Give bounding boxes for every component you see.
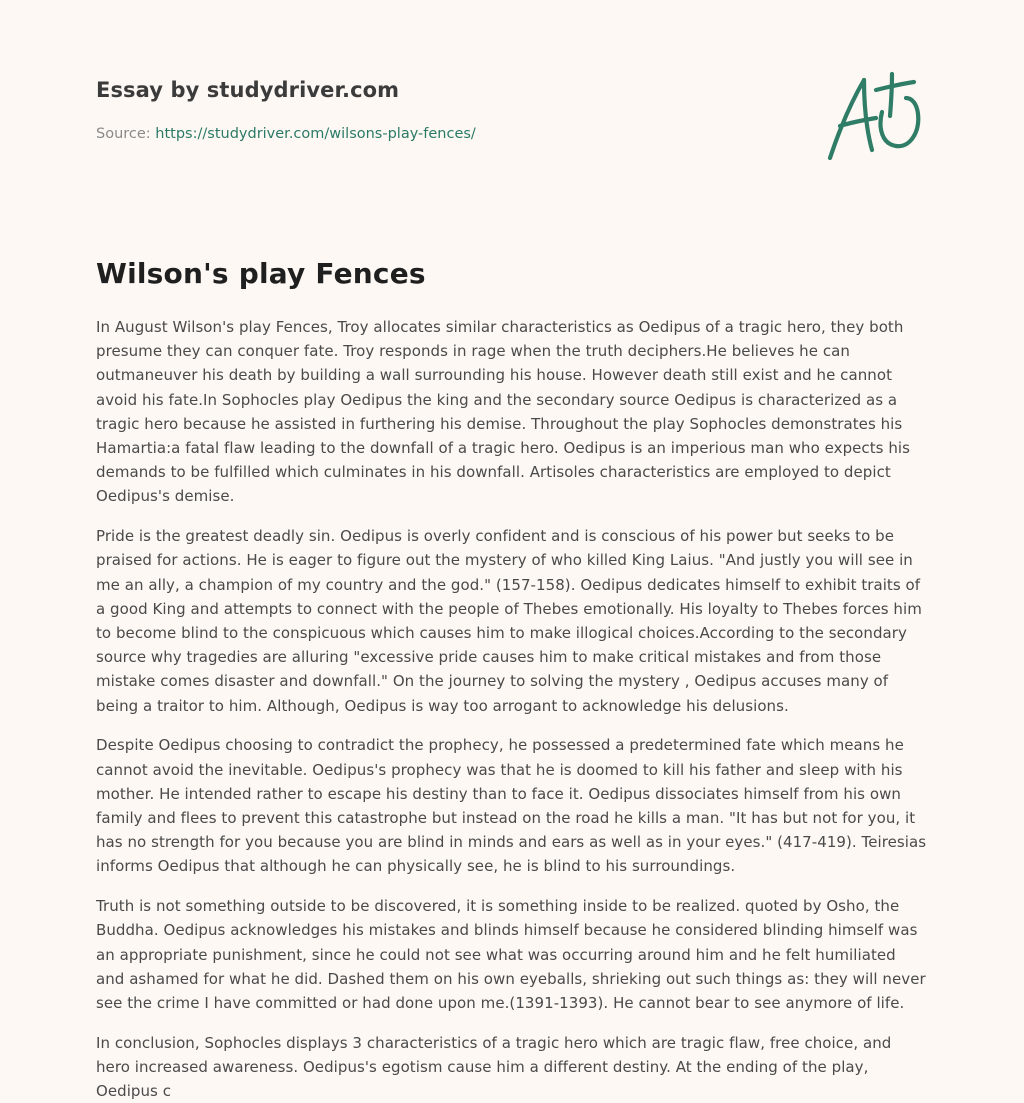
essay-paragraph: In August Wilson's play Fences, Troy allocates similar characteristics as Oedipus of a tragic hero, they both presume they can conquer fate. Troy responds in rage when the truth deciphers.He believes he can outmaneuver his death by building a wall surrounding his house. However death still exist and he cannot avoid his fate.In Sophocles play Oedipus the king and the secondary source Oedipus is characterized as a tragic hero because he assisted in furthering his demise. Throughout the play Sophocles demonstrates his Hamartia:a fatal flaw leading to the downfall of a tragic hero. Oedipus is an imperious man who expects his demands to be fulfilled which culminates in his downfall. Artisoles characteristics are employed to depict Oedipus's demise.: [96, 318, 910, 506]
essay-paragraph: Truth is not something outside to be discovered, it is something inside to be realized. quoted by Osho, the Buddha. Oedipus acknowledges his mistakes and blinds himself because he considered blinding himself was an appropriate punishment, since he could not see what was occurring around him and he felt humiliated and ashamed for what he did. Dashed them on his own eyeballs, shrieking out such things as: they will never see the crime I have committed or had done upon me.(1391-1393). He cannot bear to see anymore of life.: [96, 897, 926, 1013]
essay-paragraph: Pride is the greatest deadly sin. Oedipus is overly confident and is conscious of his power but seeks to be praised for actions. He is eager to figure out the mystery of who killed King Laius. "And justly you will see in me an ally, a champion of my country and the god." (157-158). Oedipus dedicates himself to exhibit traits of a good King and attempts to connect with the people of Thebes emotionally. His loyalty to Thebes forces him to become blind to the conspicuous which causes him to make illogical choices.According to the secondary source why tragedies are alluring "excessive pride causes him to make critical mistakes and from those mistake comes disaster and downfall." On the journey to solving the mystery , Oedipus accuses many of being a traitor to him. Although, Oedipus is way too arrogant to acknowledge his delusions.: [96, 527, 922, 715]
site-title: Essay by studydriver.com: [96, 78, 400, 102]
source-link[interactable]: https://studydriver.com/wilsons-play-fences/: [155, 126, 476, 142]
essay-body: [96, 315, 928, 1101]
source-line: [96, 124, 476, 144]
essay-paragraph: In conclusion, Sophocles displays 3 characteristics of a tragic hero which are tragic flaw, free choice, and hero increased awareness. Oedipus's egotism cause him a different destiny. At the ending of the play, Oedipus c: [96, 1033, 892, 1101]
a-plus-logo-icon: [824, 68, 928, 164]
site-header: [96, 76, 928, 176]
essay-paragraph: Despite Oedipus choosing to contradict the prophecy, he possessed a predetermined fate which means he cannot avoid the inevitable. Oedipus's prophecy was that he is doomed to kill his father and sleep with his mother. He intended rather to escape his destiny than to face it. Oedipus dissociates himself from his own family and flees to prevent this catastrophe but instead on the road he kills a man. "It has but not for you, it has no strength for you because you are blind in minds and ears as well as in your eyes." (417-419). Teiresias informs Oedipus that although he can physically see, he is blind to his surroundings.: [96, 736, 927, 876]
source-label: Source:: [96, 126, 156, 142]
essay-title: Wilson's play Fences: [96, 257, 426, 290]
